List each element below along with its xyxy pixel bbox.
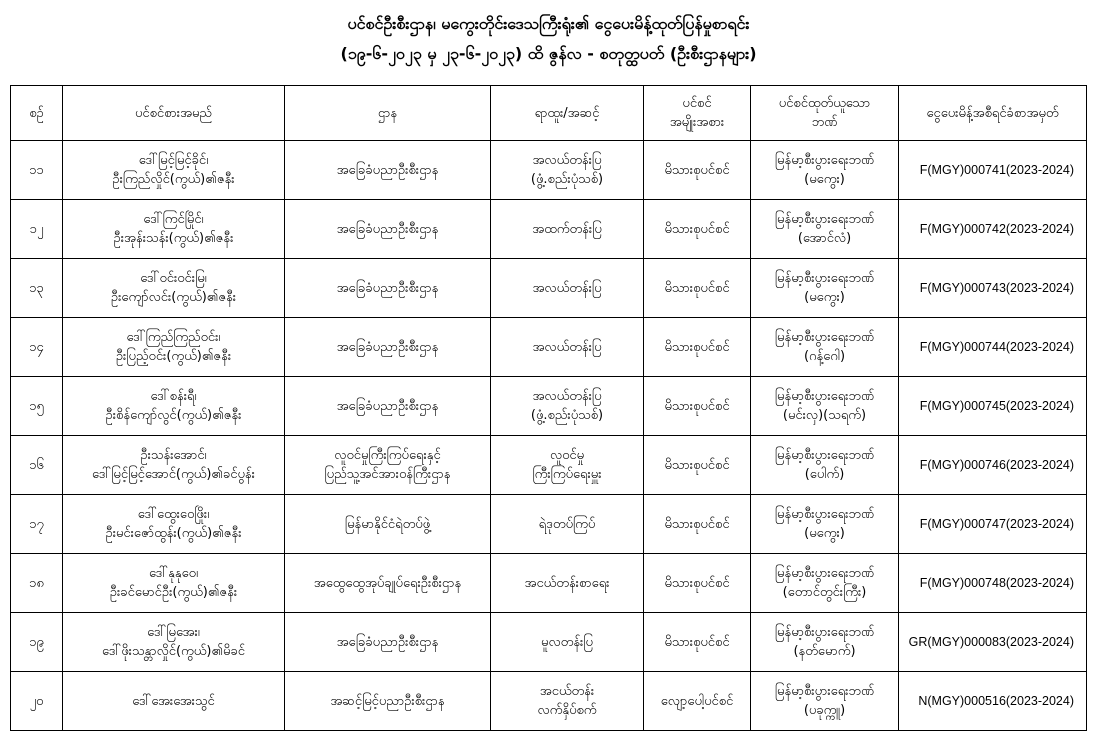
order-number: F(MGY)000748(2023-2024) [899, 554, 1087, 613]
department: အခြေခံပညာဦးစီးဌာန [285, 141, 491, 200]
order-number: F(MGY)000745(2023-2024) [899, 377, 1087, 436]
table-row [11, 259, 1087, 318]
position: အလယ်တန်းပြ [491, 318, 644, 377]
order-number: F(MGY)000741(2023-2024) [899, 141, 1087, 200]
header-no: စဉ် [11, 86, 63, 141]
table-row [11, 495, 1087, 554]
bank: မြန်မာ့စီးပွားရေးဘဏ် (မကွေး) [751, 495, 899, 554]
table-row [11, 200, 1087, 259]
position: လူဝင်မှု ကြီးကြပ်ရေးမှူး [491, 436, 644, 495]
bank: မြန်မာ့စီးပွားရေးဘဏ် (ပေါက်) [751, 436, 899, 495]
row-number: ၁၂ [11, 200, 63, 259]
position: အငယ်တန်းစာရေး [491, 554, 644, 613]
table-row [11, 554, 1087, 613]
bank: မြန်မာ့စီးပွားရေးဘဏ် (တောင်တွင်းကြီး) [751, 554, 899, 613]
order-number: GR(MGY)000083(2023-2024) [899, 613, 1087, 672]
department: အခြေခံပညာဦးစီးဌာန [285, 613, 491, 672]
table-row [11, 318, 1087, 377]
bank: မြန်မာ့စီးပွားရေးဘဏ် (မင်းလှ)(သရက်) [751, 377, 899, 436]
department: အခြေခံပညာဦးစီးဌာန [285, 318, 491, 377]
pensioner-name: ဒေါ်အေးအေးသွင် [63, 672, 285, 731]
position: အထက်တန်းပြ [491, 200, 644, 259]
pensioner-name: ဒေါ်ထွေးဝေဖြိုး၊ ဦးမင်းဇော်ထွန်း(ကွယ်)၏ဇနီး [63, 495, 285, 554]
header-pension-type: ပင်စင် အမျိုးအစား [644, 86, 751, 141]
header-name: ပင်စင်စားအမည် [63, 86, 285, 141]
bank: မြန်မာ့စီးပွားရေးဘဏ် (ဂန့်ဂေါ) [751, 318, 899, 377]
row-number: ၁၃ [11, 259, 63, 318]
position: အလယ်တန်းပြ (ဖွံ့.စည်းပုံသစ်) [491, 141, 644, 200]
row-number: ၁၆ [11, 436, 63, 495]
position: အလယ်တန်းပြ [491, 259, 644, 318]
pensioner-name: ဒေါ်မြင့်မြင့်ခိုင်၊ ဦးကြည်လှိုင်(ကွယ်)၏ဇနီး [63, 141, 285, 200]
pension-type: မိသားစုပင်စင် [644, 436, 751, 495]
order-number: F(MGY)000746(2023-2024) [899, 436, 1087, 495]
pension-type: မိသားစုပင်စင် [644, 377, 751, 436]
pension-type: မိသားစုပင်စင် [644, 141, 751, 200]
pension-type: မိသားစုပင်စင် [644, 200, 751, 259]
table-row [11, 672, 1087, 731]
order-number: F(MGY)000747(2023-2024) [899, 495, 1087, 554]
order-number: N(MGY)000516(2023-2024) [899, 672, 1087, 731]
header-department: ဌာန [285, 86, 491, 141]
position: အလယ်တန်းပြ (ဖွံ့.စည်းပုံသစ်) [491, 377, 644, 436]
row-number: ၁၁ [11, 141, 63, 200]
pension-type: မိသားစုပင်စင် [644, 554, 751, 613]
document-title: ပင်စင်ဦးစီးဌာန၊ မကွေးတိုင်းဒေသကြီးရုံး၏ ငွေပေးမိန့်ထုတ်ပြန်မှုစာရင်း [347, 14, 750, 33]
department: အခြေခံပညာဦးစီးဌာန [285, 377, 491, 436]
row-number: ၁၇ [11, 495, 63, 554]
order-number: F(MGY)000742(2023-2024) [899, 200, 1087, 259]
position: ရဲဒုတပ်ကြပ် [491, 495, 644, 554]
row-number: ၁၈ [11, 554, 63, 613]
pensioner-name: ဒေါ်ဝင်းဝင်းမြ၊ ဦးကျော်လင်း(ကွယ်)၏ဇနီး [63, 259, 285, 318]
pensioner-name: ဒေါ်ကြည်ကြည်ဝင်း၊ ဦးပြည့်ဝင်း(ကွယ်)၏ဇနီး [63, 318, 285, 377]
pensioner-name: ဒေါ်ကြင်မြိုင်၊ ဦးအုန်းသန်း(ကွယ်)၏ဇနီး [63, 200, 285, 259]
header-bank: ပင်စင်ထုတ်ယူသော ဘဏ် [751, 86, 899, 141]
order-number: F(MGY)000744(2023-2024) [899, 318, 1087, 377]
department: မြန်မာနိုင်ငံရဲတပ်ဖွဲ့ [285, 495, 491, 554]
pension-type: မိသားစုပင်စင် [644, 495, 751, 554]
header-order-no: ငွေပေးမိန့်အစီရင်ခံစာအမှတ် [899, 86, 1087, 141]
bank: မြန်မာ့စီးပွားရေးဘဏ် (မကွေး) [751, 259, 899, 318]
table-row [11, 141, 1087, 200]
table-row [11, 377, 1087, 436]
department: အဆင့်မြင့်ပညာဦးစီးဌာန [285, 672, 491, 731]
pensioner-name: ဒေါ်မြအေး၊ ဒေါ်ဖိုးသန္တာလှိုင်(ကွယ်)၏မိခင် [63, 613, 285, 672]
pension-type: လျော့ပေါ့ပင်စင် [644, 672, 751, 731]
header-position: ရာထူး/အဆင့် [491, 86, 644, 141]
pension-type: မိသားစုပင်စင် [644, 259, 751, 318]
pensioner-name: ဦးသန်းအောင်၊ ဒေါ်မြင့်မြင့်အောင်(ကွယ်)၏ခင်ပွန်း [63, 436, 285, 495]
document-subtitle: (၁၉-၆-၂၀၂၃ မှ ၂၃-၆-၂၀၂၃) ထိ ဇွန်လ - စတုတ္ထပတ် (ဦးစီးဌာနများ) [340, 44, 757, 63]
bank: မြန်မာ့စီးပွားရေးဘဏ် (ပခုက္ကူ) [751, 672, 899, 731]
pension-type: မိသားစုပင်စင် [644, 613, 751, 672]
table-body [11, 141, 1087, 731]
table-row [11, 436, 1087, 495]
department: လူဝင်မှုကြီးကြပ်ရေးနှင့် ပြည်သူ့အင်အားဝန်ကြီးဌာန [285, 436, 491, 495]
bank: မြန်မာ့စီးပွားရေးဘဏ် (နတ်မောက်) [751, 613, 899, 672]
table-row [11, 613, 1087, 672]
order-number: F(MGY)000743(2023-2024) [899, 259, 1087, 318]
department: အခြေခံပညာဦးစီးဌာန [285, 259, 491, 318]
department: အခြေခံပညာဦးစီးဌာန [285, 200, 491, 259]
bank: မြန်မာ့စီးပွားရေးဘဏ် (မကွေး) [751, 141, 899, 200]
row-number: ၁၅ [11, 377, 63, 436]
position: မူလတန်းပြ [491, 613, 644, 672]
pension-order-table [10, 85, 1087, 731]
department: အထွေထွေအုပ်ချုပ်ရေးဦးစီးဌာန [285, 554, 491, 613]
pensioner-name: ဒေါ်စန်းရီ၊ ဦးစိန်ကျော်လွင်(ကွယ်)၏ဇနီး [63, 377, 285, 436]
bank: မြန်မာ့စီးပွားရေးဘဏ် (အောင်လံ) [751, 200, 899, 259]
row-number: ၂၀ [11, 672, 63, 731]
row-number: ၁၉ [11, 613, 63, 672]
position: အငယ်တန်း လက်နှိပ်စက် [491, 672, 644, 731]
pension-type: မိသားစုပင်စင် [644, 318, 751, 377]
table-header-row [11, 86, 1087, 141]
row-number: ၁၄ [11, 318, 63, 377]
pensioner-name: ဒေါ်နုနုဝေ၊ ဦးခင်မောင်ဦး(ကွယ်)၏ဇနီး [63, 554, 285, 613]
